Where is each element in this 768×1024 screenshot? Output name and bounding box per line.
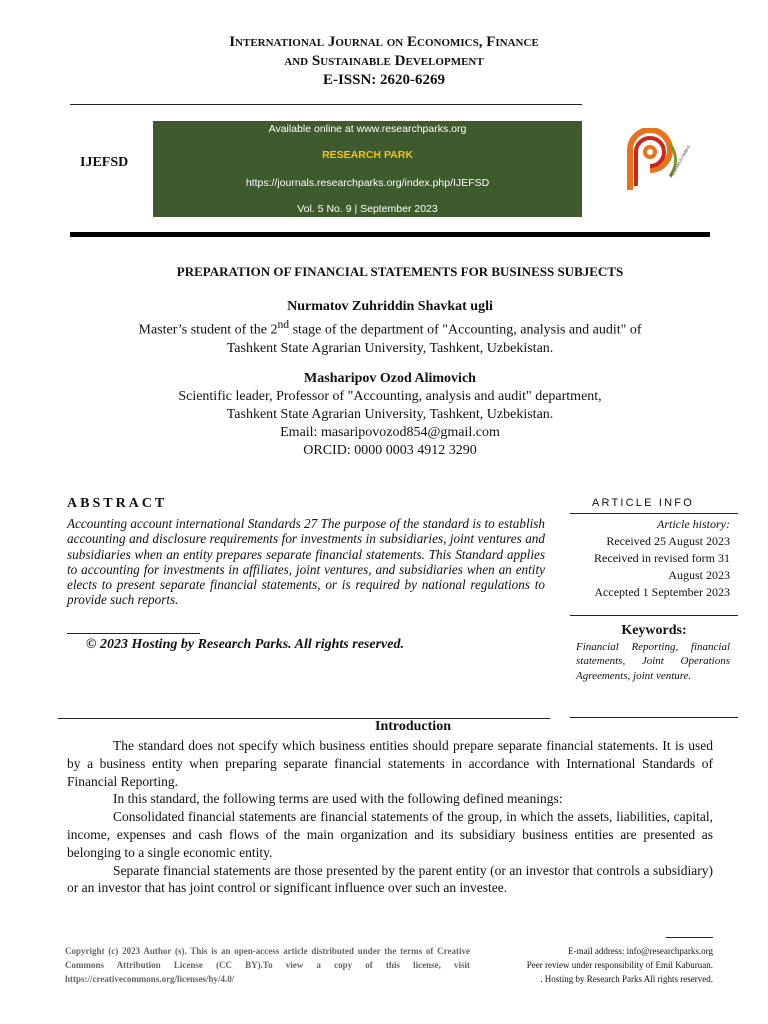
author-email[interactable]: Email: masaripovozod854@gmail.com: [280, 425, 500, 440]
accepted-date: Accepted 1 September 2023: [594, 585, 730, 599]
revised-date-line1: Received in revised form 31: [594, 551, 730, 565]
author-position: Scientific leader, Professor of "Accounting, analysis and audit" department,: [178, 389, 602, 404]
affiliation-text: Master’s student of the 2: [138, 322, 278, 338]
introduction-heading: Introduction: [375, 719, 451, 734]
paragraph: The standard does not specify which business entities should prepare separate financial statements. It is used by a business entity when preparing separate financial statements in accordance with International Standards of Financial Reporting.: [67, 738, 713, 789]
received-date: Received 25 August 2023: [606, 534, 730, 548]
abstract-copyright: © 2023 Hosting by Research Parks. All rights reserved.: [86, 637, 404, 652]
banner-brand-research: RESEARCH: [322, 149, 382, 161]
banner-brand: [153, 149, 582, 161]
ordinal-suffix: nd: [277, 318, 290, 331]
keywords-divider: [570, 615, 738, 616]
author-orcid: ORCID: 0000 0003 4912 3290: [303, 443, 477, 458]
author-institution: Tashkent State Agrarian University, Tashkent, Uzbekistan.: [226, 407, 554, 422]
paragraph: In this standard, the following terms are used with the following defined meanings:: [113, 791, 563, 807]
svg-text:RESEARCH PARKS: RESEARCH PARKS: [668, 144, 690, 179]
paper-title: PREPARATION OF FINANCIAL STATEMENTS FOR BUSINESS SUBJECTS: [176, 264, 624, 279]
journal-title-line1: International Journal on Economics, Finance: [229, 34, 539, 50]
abstract-heading: ABSTRACT: [67, 496, 168, 511]
abstract-text: Accounting account international Standards 27 The purpose of the standard is to establish accounting and disclosure requirements for investments in subsidiaries, joint ventures and subsidiaries when an entity prepares separate financial statements. This Standard applies to accounting for investments in affiliates, joint ventures, and subsidiaries when an entity elects to present separate financial statements, or is required by national regulations to provide such reports.: [67, 516, 545, 608]
abstract-divider: [67, 633, 200, 634]
author-institution: Tashkent State Agrarian University, Tashkent, Uzbekistan.: [226, 340, 554, 356]
journal-banner: [153, 121, 582, 217]
banner-available-online: Available online at www.researchparks.org: [268, 123, 467, 135]
author-block-1: [0, 298, 768, 358]
article-history-label: Article history:: [657, 517, 730, 531]
keywords-list: Financial Reporting, financial statements, Joint Operations Agreements, joint venture.: [576, 641, 730, 682]
journal-acronym: IJEFSD: [80, 155, 129, 170]
footer-email[interactable]: E-mail address: info@researchparks.org: [568, 946, 713, 956]
author-block-2: [0, 370, 768, 460]
author-name: Nurmatov Zuhriddin Shavkat ugli: [287, 299, 493, 314]
introduction-body: [67, 737, 713, 897]
article-history: [570, 516, 730, 601]
article-info-divider: [570, 513, 738, 514]
banner-journal-url[interactable]: https://journals.researchparks.org/index.php/IJEFSD: [245, 177, 490, 189]
footnote-rule: [666, 937, 713, 938]
journal-title: [0, 33, 768, 90]
header-divider: [70, 104, 582, 105]
journal-title-line2: and Sustainable Development: [284, 53, 484, 69]
banner-volume: Vol. 5 No. 9 | September 2023: [297, 203, 438, 215]
license-notice: Copyright (c) 2023 Author (s). This is an open-access article distributed under the terms of Creative Commons Attribution License (CC BY).To view a copy of this license, visit https://creativecommons.org/licenses/by/4.0/: [65, 946, 470, 984]
paragraph: Consolidated financial statements are financial statements of the group, in which the assets, liabilities, capital, income, expenses and cash flows of the main organization and its subsidiary business entities are presented as belonging to a single economic entity.: [67, 809, 713, 860]
header-thick-rule: [70, 232, 710, 237]
paragraph: Separate financial statements are those presented by the parent entity (or an investor that controls a subsidiary) or an investor that has joint control or significant influence over such an investee.: [67, 862, 713, 896]
revised-date-line2: August 2023: [668, 568, 730, 582]
article-info-heading: ARTICLE INFO: [592, 497, 694, 509]
footer-contact: [480, 944, 713, 986]
banner-brand-park: PARK: [383, 149, 413, 161]
keywords-bottom-rule: [570, 717, 738, 718]
author-affiliation: [0, 316, 768, 340]
footer-peer-review: Peer review under responsibility of Emil Kaburuan.: [526, 960, 713, 970]
keywords-heading: Keywords:: [621, 623, 687, 638]
research-parks-logo: [612, 128, 690, 200]
author-name: Masharipov Ozod Alimovich: [304, 371, 476, 386]
affiliation-text-cont: stage of the department of "Accounting, analysis and audit" of: [289, 322, 642, 338]
journal-issn: E-ISSN: 2620-6269: [322, 72, 446, 88]
footer-hosting: . Hosting by Research Parks All rights reserved.: [540, 974, 713, 984]
